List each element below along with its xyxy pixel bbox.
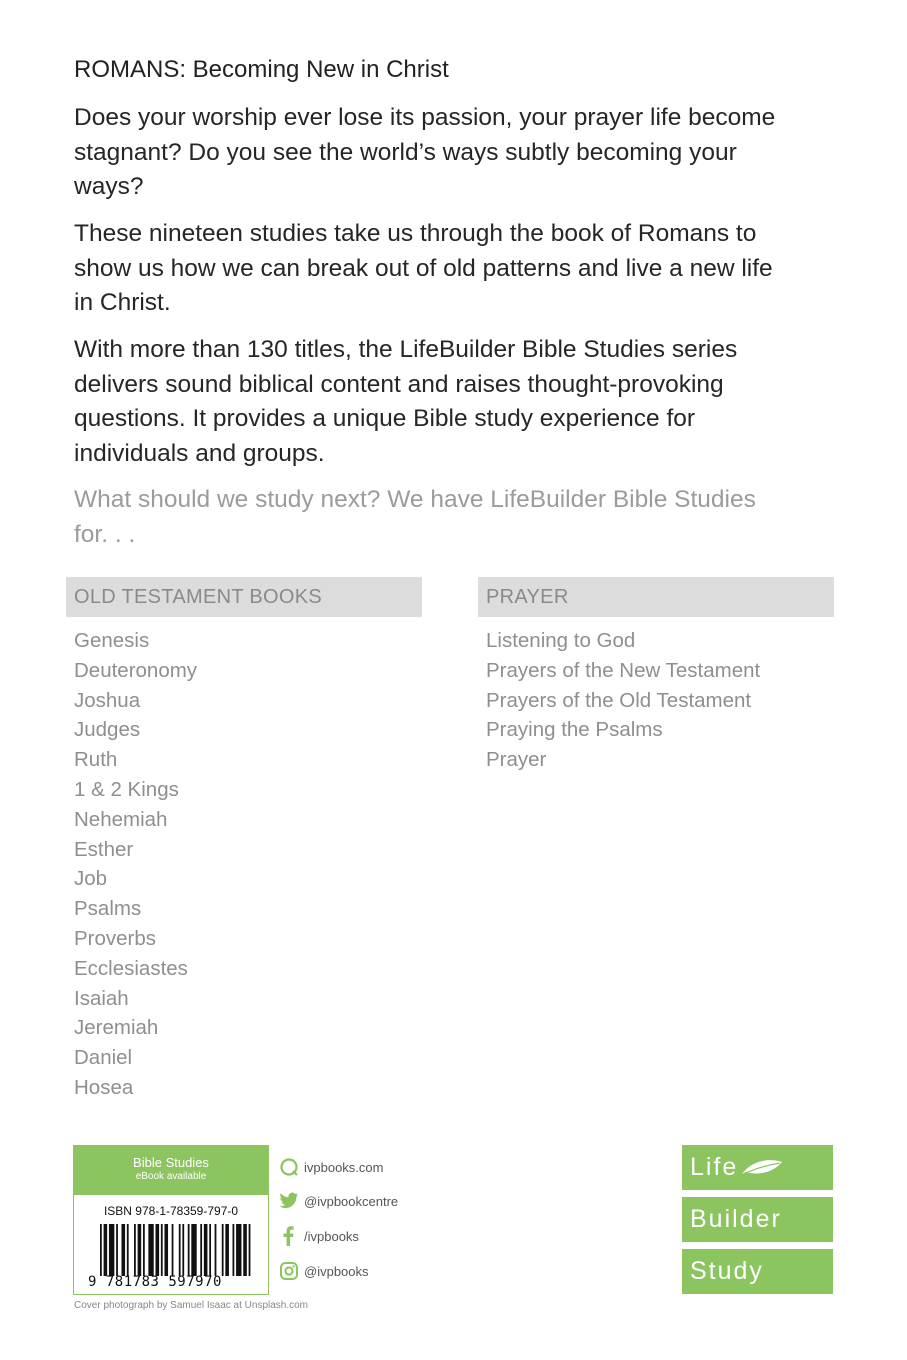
- barcode-label-band: [74, 1146, 268, 1195]
- barcode-number: 9 781783 597970: [88, 1274, 222, 1290]
- book-title: ROMANS: Becoming New in Christ: [74, 56, 449, 83]
- list-item: Daniel: [74, 1046, 133, 1070]
- old-testament-list: [74, 626, 197, 1103]
- facebook-text: /ivpbooks: [304, 1228, 359, 1244]
- photo-credit: Cover photograph by Samuel Isaac at Unsplash.com: [74, 1300, 309, 1311]
- list-item: Ruth: [74, 748, 118, 772]
- list-item: Psalms: [74, 897, 142, 921]
- list-item: Isaiah: [74, 986, 129, 1010]
- twitter-link[interactable]: [279, 1192, 398, 1210]
- list-item: Prayers of the Old Testament: [486, 688, 752, 712]
- prayer-list: [486, 626, 760, 775]
- list-item: Nehemiah: [74, 807, 168, 831]
- list-item: Praying the Psalms: [486, 718, 663, 742]
- list-item: Genesis: [74, 629, 150, 652]
- list-item: Judges: [74, 718, 141, 742]
- list-item: Ecclesiastes: [74, 956, 188, 980]
- prayer-header: PRAYER: [478, 577, 834, 617]
- website-text: ivpbooks.com: [304, 1159, 384, 1175]
- barcode-bars: [100, 1224, 254, 1276]
- list-item: Deuteronomy: [74, 658, 198, 682]
- description-paragraph-1: Does your worship ever lose its passion, your prayer life become stagnant? Do you see the world’s ways subtly becoming your ways?: [74, 104, 776, 200]
- instagram-text: @ivpbooks: [304, 1263, 369, 1279]
- list-item: Esther: [74, 837, 134, 861]
- instagram-link[interactable]: [279, 1261, 369, 1281]
- twitter-text: @ivpbookcentre: [304, 1193, 399, 1209]
- list-item: 1 & 2 Kings: [74, 777, 179, 801]
- twitter-icon: [279, 1192, 299, 1210]
- logo-life: [682, 1145, 833, 1190]
- list-item: Hosea: [74, 1075, 134, 1099]
- description-paragraph-3: With more than 130 titles, the LifeBuilder Bible Studies series delivers sound biblical content and raises thought-provoking questions. It provides a unique Bible study experience for individuals and groups.: [74, 336, 738, 467]
- list-item: Joshua: [74, 688, 141, 712]
- logo-life-text: Life: [690, 1153, 739, 1181]
- list-item: Jeremiah: [74, 1016, 159, 1040]
- website-link[interactable]: [279, 1157, 383, 1177]
- bible-studies-label: Bible Studies: [133, 1155, 209, 1170]
- list-item: Job: [74, 867, 108, 891]
- facebook-link[interactable]: [279, 1226, 359, 1246]
- ebook-label: eBook available: [135, 1171, 207, 1182]
- list-item: Proverbs: [74, 926, 157, 950]
- list-item: Prayers of the New Testament: [486, 658, 761, 682]
- description-paragraph-2: These nineteen studies take us through the book of Romans to show us how we can break out of old patterns and live a new life in Christ.: [74, 220, 773, 316]
- logo-study: Study: [682, 1249, 833, 1294]
- instagram-icon: [279, 1261, 299, 1281]
- description-paragraph-4: What should we study next? We have LifeBuilder Bible Studies for. . .: [74, 486, 756, 548]
- isbn-text: ISBN 978-1-78359-797-0: [103, 1204, 239, 1218]
- old-testament-header: OLD TESTAMENT BOOKS: [66, 577, 422, 617]
- logo-builder: Builder: [682, 1197, 833, 1242]
- barcode-box: [73, 1145, 269, 1295]
- globe-icon: [279, 1157, 299, 1177]
- list-item: Prayer: [486, 748, 547, 772]
- facebook-icon: [279, 1226, 299, 1246]
- list-item: Listening to God: [486, 629, 636, 652]
- leaf-icon: [740, 1156, 784, 1178]
